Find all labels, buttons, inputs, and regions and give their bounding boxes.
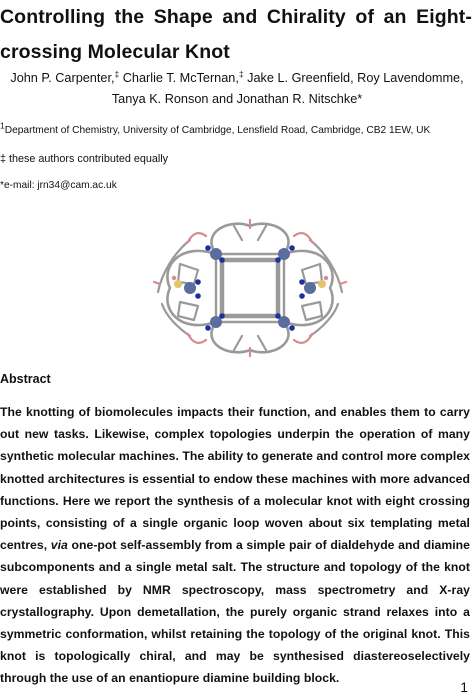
- nitrogen-atom: [195, 279, 201, 285]
- outer-square-bond: [216, 254, 284, 322]
- nitrogen-atom: [219, 257, 225, 263]
- ether-chain: [154, 220, 346, 356]
- abstract-part-2: one-pot self-assembly from a simple pair of dialdehyde and diamine subcomponents and a single metal salt. The structure and topology of the knot were established by NMR spectroscopy, mass spectrometry and X-ray crystallography. Upon demetallation, the purely organic strand relaxes into a symmetric conformation, whilst retaining the topology of the original knot. This knot is topologically chiral, and may be synthesised diastereoselectively through the use of an enantiopure diamine building block.: [0, 538, 470, 686]
- link-bond: [234, 226, 266, 350]
- equal-contribution-note: ‡ these authors contributed equally: [0, 153, 169, 165]
- nitrogen-atom: [219, 313, 225, 319]
- bond-network: [154, 220, 346, 356]
- metal-centre: [184, 282, 196, 294]
- metal-centre: [304, 282, 316, 294]
- nitrogen-atom: [299, 293, 305, 299]
- author-list: [4, 68, 470, 110]
- guest-atom: [174, 280, 182, 288]
- author-2-mark: ‡: [238, 68, 244, 79]
- nitrogen-atom: [275, 313, 281, 319]
- author-1-mark: ‡: [114, 68, 120, 79]
- paper-title: Controlling the Shape and Chirality of an Eight-crossing Molecular Knot: [0, 6, 472, 63]
- page-number: 1: [460, 679, 468, 695]
- affiliation-text: Department of Chemistry, University of Cambridge, Lensfield Road, Cambridge, CB2 1EW, UK: [4, 125, 431, 136]
- guest-atom: [324, 276, 328, 280]
- ether-chain: [188, 233, 312, 242]
- nitrogen-atom: [289, 325, 295, 331]
- ether-chain: [188, 334, 312, 343]
- nitrogen-atom: [275, 257, 281, 263]
- guest-atom: [318, 280, 326, 288]
- nitrogen-atom: [205, 245, 211, 251]
- affiliation: [0, 120, 472, 138]
- author-4: Tanya K. Ronson and Jonathan R. Nitschke*: [111, 92, 363, 106]
- nitrogen-atom: [205, 325, 211, 331]
- author-2: Charlie T. McTernan,: [119, 71, 239, 85]
- correspondence-email: *e-mail: jrn34@cam.ac.uk: [0, 180, 117, 191]
- affiliation-mark: 1: [0, 120, 5, 131]
- nitrogen-atom: [195, 293, 201, 299]
- abstract-via: via: [50, 538, 68, 553]
- central-square-bond: [222, 260, 278, 316]
- abstract-part-1: The knotting of biomolecules impacts their function, and enables them to carry out new tasks. Likewise, complex topologies underpin the operation of many synthetic molecular machines. The ability to generate and control more complex knotted architectures is essential to endow these machines with more advanced functions. Here we report the synthesis of a molecular knot with eight crossing points, consisting of a single organic loop woven about six templating metal centres,: [0, 405, 470, 553]
- abstract-text: [0, 401, 470, 690]
- corner-bond: [216, 254, 284, 322]
- guest-atom: [172, 276, 176, 280]
- nitrogen-atom: [289, 245, 295, 251]
- molecular-knot-structure-icon: [150, 212, 350, 362]
- nitrogen-atom: [299, 279, 305, 285]
- arm-bond: [162, 304, 338, 336]
- author-1: John P. Carpenter,: [10, 71, 115, 85]
- abstract-heading: Abstract: [0, 372, 51, 386]
- author-3: Jake L. Greenfield, Roy Lavendomme,: [243, 71, 464, 85]
